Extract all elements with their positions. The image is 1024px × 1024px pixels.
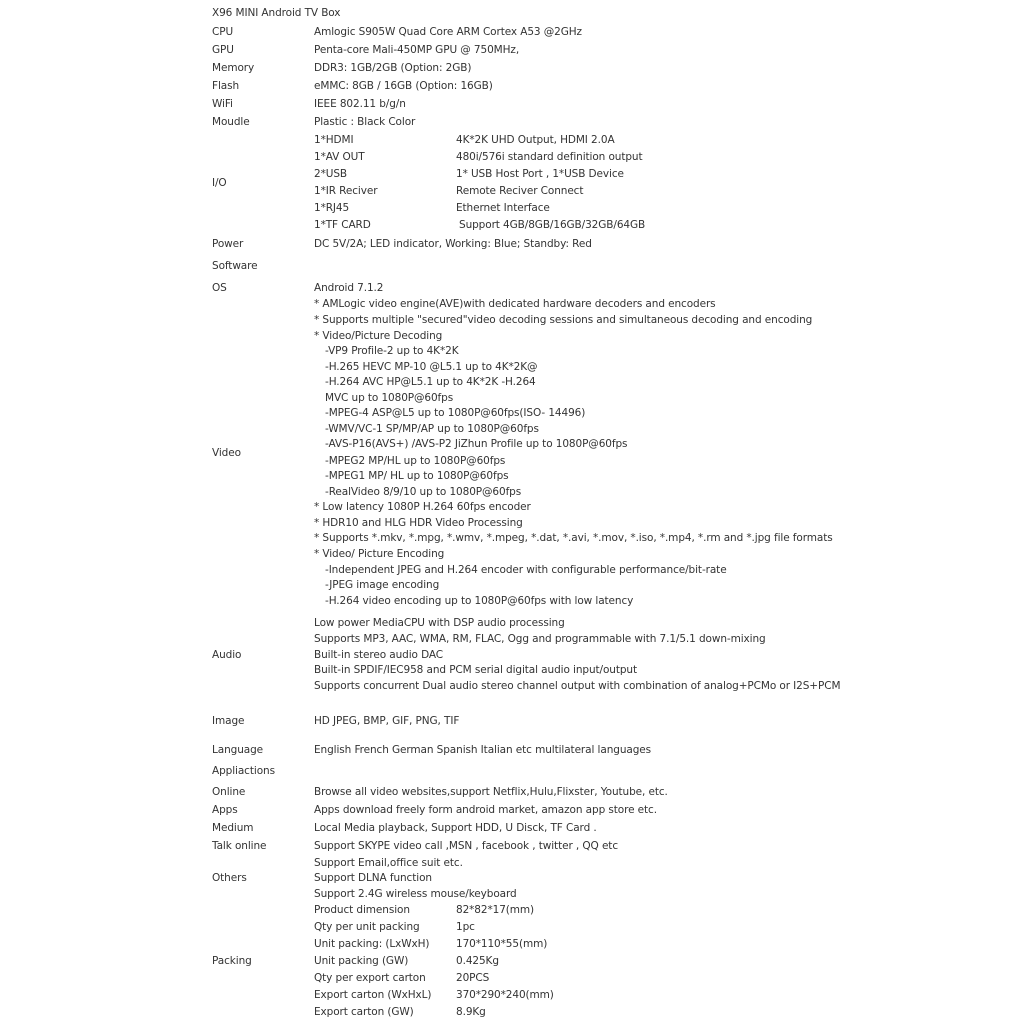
io-desc: 480i/576i standard definition output [456,151,643,163]
packing-val: 20PCS [456,972,490,984]
audio-line: Supports concurrent Dual audio stereo channel output with combination of analog+PCMo or I2S+PCM [314,680,841,692]
video-line: MVC up to 1080P@60fps [325,392,454,404]
video-line: -H.264 video encoding up to 1080P@60fps with low latency [325,595,634,607]
others-label: Others [212,872,247,884]
packing-key: Qty per export carton [314,972,426,984]
io-port: 1*IR Reciver [314,185,378,197]
packing-key: Qty per unit packing [314,921,420,933]
memory-value: DDR3: 1GB/2GB (Option: 2GB) [314,62,472,74]
packing-key: Unit packing (GW) [314,955,409,967]
video-line: * AMLogic video engine(AVE)with dedicated hardware decoders and encoders [314,298,716,310]
audio-label: Audio [212,649,242,661]
language-value: English French German Spanish Italian etc multilateral languages [314,744,651,756]
video-line: -Independent JPEG and H.264 encoder with configurable performance/bit-rate [325,564,727,576]
video-line: -MPEG1 MP/ HL up to 1080P@60fps [325,470,509,482]
video-line: -WMV/VC-1 SP/MP/AP up to 1080P@60fps [325,423,539,435]
os-label: OS [212,282,227,294]
io-port: 1*HDMI [314,134,354,146]
power-label: Power [212,238,244,250]
io-port: 2*USB [314,168,347,180]
medium-value: Local Media playback, Support HDD, U Disck, TF Card . [314,822,597,834]
wifi-value: IEEE 802.11 b/g/n [314,98,406,110]
packing-val: 1pc [456,921,475,933]
packing-val: 0.425Kg [456,955,499,967]
packing-label: Packing [212,955,252,967]
video-line: -H.264 AVC HP@L5.1 up to 4K*2K -H.264 [325,376,536,388]
medium-label: Medium [212,822,254,834]
image-label: Image [212,715,245,727]
image-value: HD JPEG, BMP, GIF, PNG, TIF [314,715,460,727]
gpu-value: Penta-core Mali-450MP GPU @ 750MHz, [314,44,520,56]
video-line: -JPEG image encoding [325,579,440,591]
video-line: -AVS-P16(AVS+) /AVS-P2 JiZhun Profile up to 1080P@60fps [325,438,628,450]
packing-key: Export carton (GW) [314,1006,414,1018]
audio-line: Supports MP3, AAC, WMA, RM, FLAC, Ogg and programmable with 7.1/5.1 down-mixing [314,633,766,645]
io-desc: Remote Reciver Connect [456,185,584,197]
online-value: Browse all video websites,support Netflix,Hulu,Flixster, Youtube, etc. [314,786,668,798]
apps-label: Apps [212,804,238,816]
video-line: -H.265 HEVC MP-10 @L5.1 up to 4K*2K@ [325,361,538,373]
io-desc: 1* USB Host Port , 1*USB Device [456,168,624,180]
packing-key: Unit packing: (LxWxH) [314,938,430,950]
packing-val: 370*290*240(mm) [456,989,554,1001]
os-value: Android 7.1.2 [314,282,384,294]
language-label: Language [212,744,264,756]
packing-val: 170*110*55(mm) [456,938,548,950]
audio-line: Built-in stereo audio DAC [314,649,444,661]
online-label: Online [212,786,246,798]
video-line: * Video/Picture Decoding [314,330,443,342]
video-line: * Video/ Picture Encoding [314,548,445,560]
packing-key: Product dimension [314,904,410,916]
video-line: -VP9 Profile-2 up to 4K*2K [325,345,459,357]
packing-val: 82*82*17(mm) [456,904,535,916]
memory-label: Memory [212,62,255,74]
video-line: -MPEG-4 ASP@L5 up to 1080P@60fps(ISO- 14496) [325,407,586,419]
moudle-value: Plastic : Black Color [314,116,416,128]
cpu-value: Amlogic S905W Quad Core ARM Cortex A53 @2GHz [314,26,582,38]
applications-heading: Appliactions [212,765,275,777]
packing-val: 8.9Kg [456,1006,486,1018]
io-port: 1*RJ45 [314,202,350,214]
io-desc: 4K*2K UHD Output, HDMI 2.0A [456,134,615,146]
video-label: Video [212,447,241,459]
io-port: 1*AV OUT [314,151,365,163]
others-line: Support Email,office suit etc. [314,857,463,869]
audio-line: Low power MediaCPU with DSP audio processing [314,617,565,629]
audio-line: Built-in SPDIF/IEC958 and PCM serial digital audio input/output [314,664,637,676]
io-desc: Support 4GB/8GB/16GB/32GB/64GB [459,219,646,231]
talk-online-label: Talk online [212,840,267,852]
io-desc: Ethernet Interface [456,202,550,214]
video-line: * Supports *.mkv, *.mpg, *.wmv, *.mpeg, *.dat, *.avi, *.mov, *.iso, *.mp4, *.rm and *.jpg file formats [314,532,833,544]
packing-key: Export carton (WxHxL) [314,989,432,1001]
cpu-label: CPU [212,26,234,38]
power-value: DC 5V/2A; LED indicator, Working: Blue; Standby: Red [314,238,592,250]
moudle-label: Moudle [212,116,250,128]
document-title: X96 MINI Android TV Box [212,7,341,19]
others-line: Support DLNA function [314,872,432,884]
apps-value: Apps download freely form android market, amazon app store etc. [314,804,657,816]
io-port: 1*TF CARD [314,219,371,231]
gpu-label: GPU [212,44,234,56]
io-label: I/O [212,177,227,189]
flash-value: eMMC: 8GB / 16GB (Option: 16GB) [314,80,493,92]
video-line: -MPEG2 MP/HL up to 1080P@60fps [325,455,506,467]
video-line: * HDR10 and HLG HDR Video Processing [314,517,523,529]
others-line: Support 2.4G wireless mouse/keyboard [314,888,517,900]
flash-label: Flash [212,80,240,92]
software-heading: Software [212,260,258,272]
video-line: * Low latency 1080P H.264 60fps encoder [314,501,531,513]
wifi-label: WiFi [212,98,233,110]
video-line: * Supports multiple "secured"video decoding sessions and simultaneous decoding and encoding [314,314,813,326]
video-line: -RealVideo 8/9/10 up to 1080P@60fps [325,486,522,498]
talk-online-value: Support SKYPE video call ,MSN , facebook , twitter , QQ etc [314,840,618,852]
